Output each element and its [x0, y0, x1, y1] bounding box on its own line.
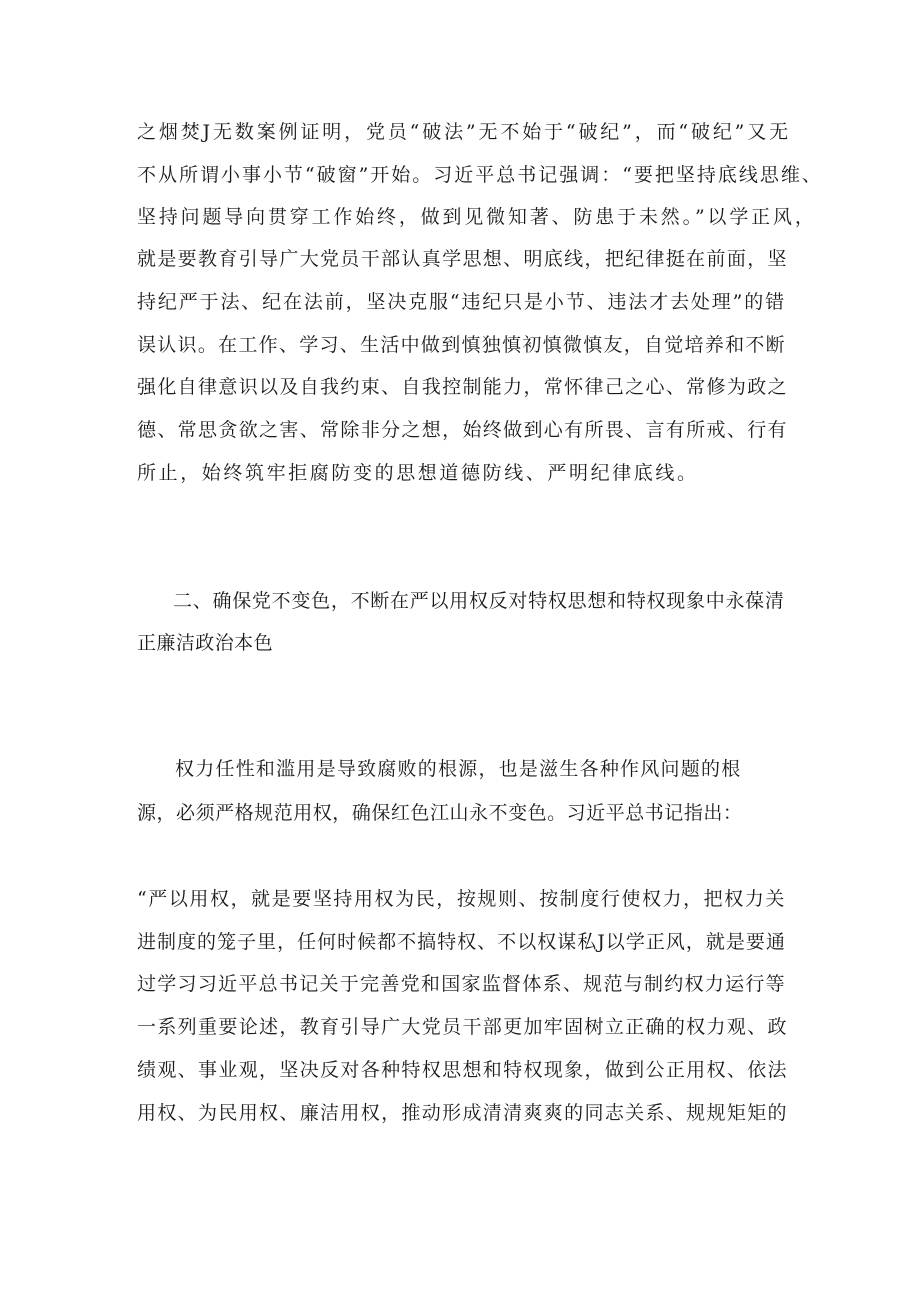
- paragraph-1-line-3: 坚持问题导向贯穿工作始终，做到见微知著、防患于未然。”以学正风，: [137, 206, 817, 228]
- paragraph-1-line-7: 强化自律意识以及自我约束、自我控制能力，常怀律己之心、常修为政之: [137, 376, 788, 398]
- paragraph-3-line-3: 过学习习近平总书记关于完善党和国家监督体系、规范与制约权力运行等: [137, 973, 786, 995]
- paragraph-1-line-2: 不从所谓小事小节“破窗”开始。习近平总书记强调：“要把坚持底线思维、: [137, 164, 823, 186]
- paragraph-1-line-8: 德、常思贪欲之害、常除非分之想，始终做到心有所畏、言有所戒、行有: [137, 419, 788, 441]
- section-heading-line-1: 二、确保党不变色，不断在严以用权反对特权思想和特权现象中永葆清: [173, 590, 785, 612]
- paragraph-2-line-1: 权力任性和滥用是导致腐败的根源，也是滋生各种作风问题的根: [175, 758, 742, 780]
- paragraph-1-line-9: 所止，始终筑牢拒腐防变的思想道德防线、严明纪律底线。: [137, 462, 699, 484]
- paragraph-3-line-6: 用权、为民用权、廉洁用权，推动形成清清爽爽的同志关系、规规矩矩的: [137, 1102, 788, 1124]
- paragraph-1-line-4: 就是要教育引导广大党员干部认真学思想、明底线，把纪律挺在前面，坚: [137, 248, 788, 270]
- paragraph-2-line-2: 源，必须严格规范用权，确保红色江山永不变色。习近平总书记指出：: [137, 802, 743, 824]
- paragraph-1-line-5: 持纪严于法、纪在法前，坚决克服“违纪只是小节、违法才去处理”的错: [137, 291, 786, 313]
- paragraph-3-line-1: “严以用权，就是要坚持用权为民，按规则、按制度行使权力，把权力关: [137, 888, 786, 910]
- paragraph-3-line-2: 进制度的笼子里，任何时候都不搞特权、不以权谋私J以学正风，就是要通: [137, 931, 786, 953]
- section-heading-line-2: 正廉洁政治本色: [137, 632, 274, 654]
- paragraph-1-line-1: 之烟焚J无数案例证明，党员“破法”无不始于“破纪”，而“破纪”又无: [137, 121, 791, 143]
- paragraph-3-line-5: 绩观、事业观，坚决反对各种特权思想和特权现象，做到公正用权、依法: [137, 1059, 788, 1081]
- paragraph-3-line-4: 一系列重要论述，教育引导广大党员干部更加牢固树立正确的权力观、政: [137, 1016, 788, 1038]
- paragraph-1-line-6: 误认识。在工作、学习、生活中做到慎独慎初慎微慎友，自觉培养和不断: [137, 334, 786, 356]
